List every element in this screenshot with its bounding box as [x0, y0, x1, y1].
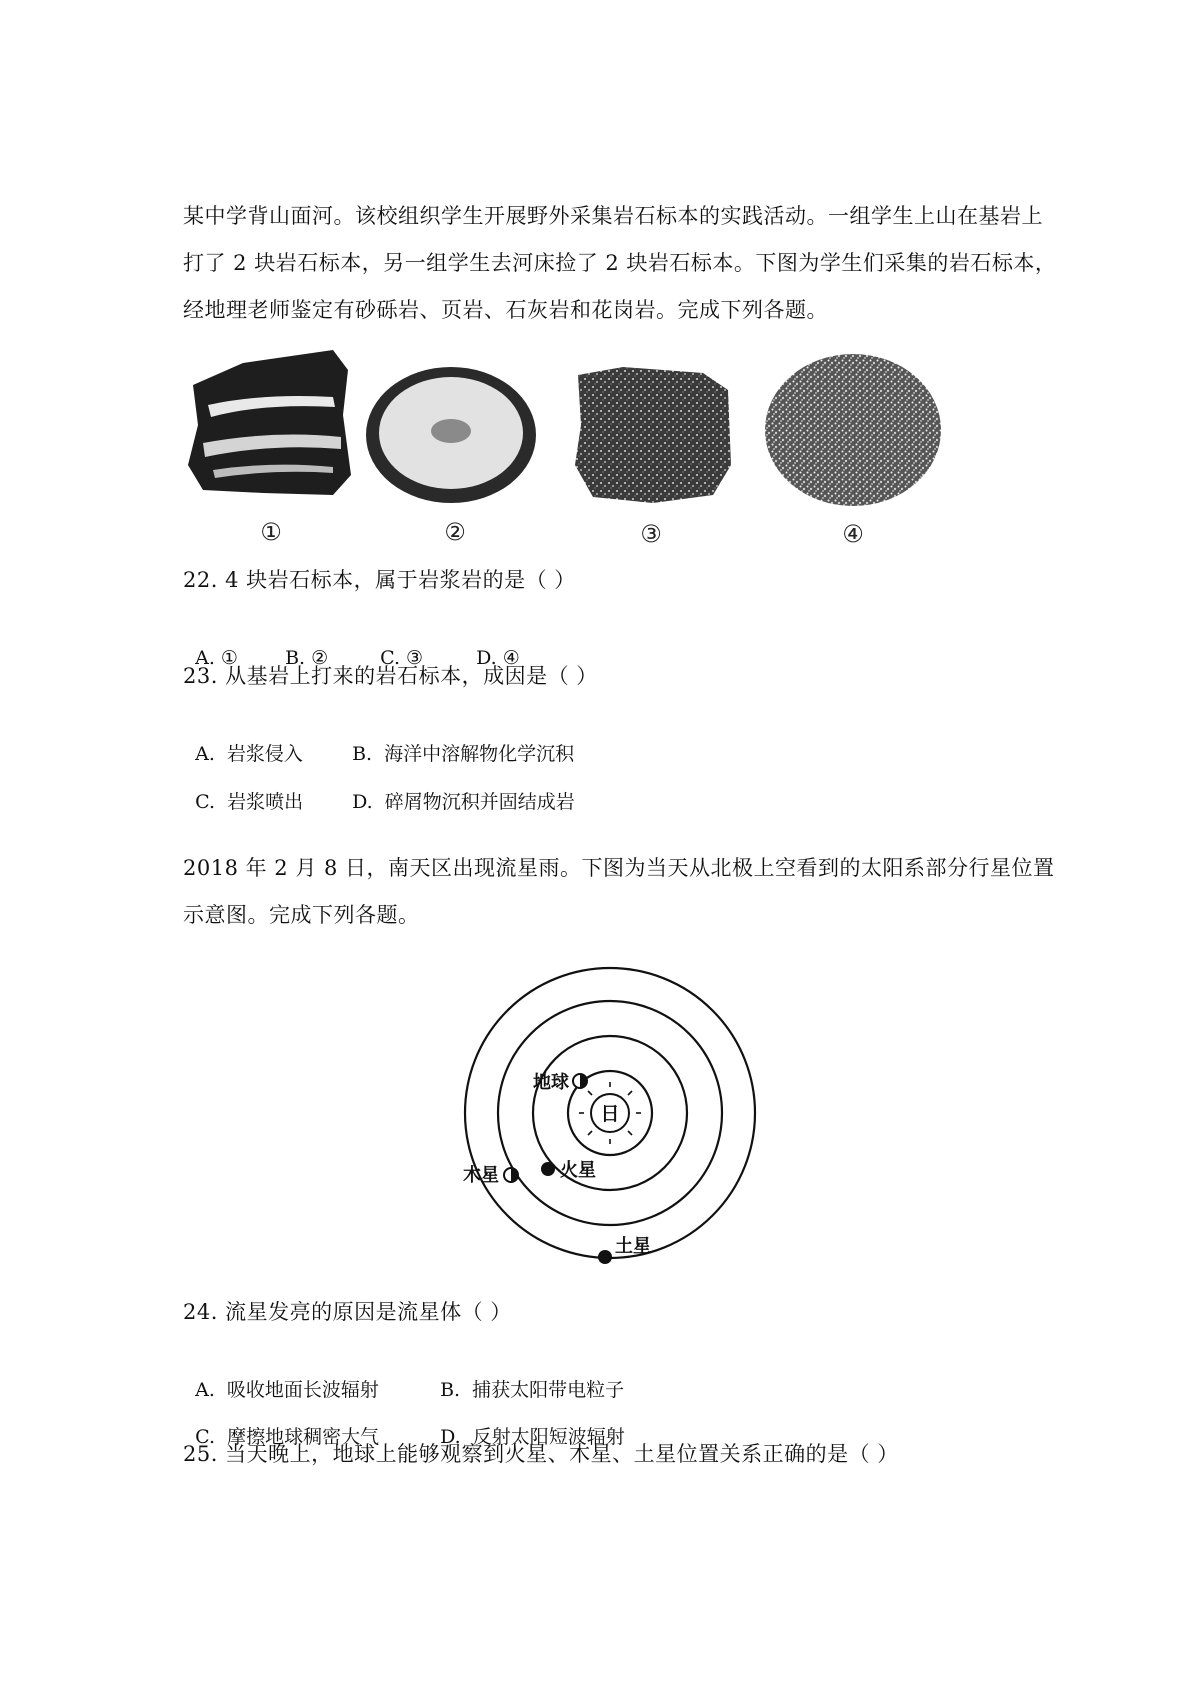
- rock-label-4: ④: [842, 520, 864, 548]
- saturn-label: 土星: [615, 1236, 651, 1257]
- sun-icon: [579, 1082, 641, 1144]
- mars-label: 火星: [560, 1160, 596, 1181]
- passage1-line-2: 打了 2 块岩石标本，另一组学生去河床捡了 2 块岩石标本。下图为学生们采集的岩石标本，: [183, 251, 1057, 275]
- rock-label-2: ②: [444, 518, 466, 546]
- rock-specimen-2: [366, 367, 536, 503]
- rock-specimen-4: [765, 354, 941, 506]
- rock-specimen-3: [575, 367, 731, 503]
- passage2-line-1: 2018 年 2 月 8 日，南天区出现流星雨。下图为当天从北极上空看到的太阳系部分行星位置: [183, 856, 1055, 880]
- solar-system-diagram: [435, 935, 765, 1275]
- q24-option-b: B. 捕获太阳带电粒子: [440, 1379, 625, 1401]
- q22-stem: 22. 4 块岩石标本，属于岩浆岩的是（ ）: [183, 568, 576, 592]
- saturn-marker: [598, 1250, 612, 1264]
- mars-marker: [541, 1162, 555, 1176]
- jupiter-label: 木星: [463, 1165, 499, 1186]
- q22-option-c: C. ③: [380, 647, 424, 669]
- q23-stem: 23. 从基岩上打来的岩石标本，成因是（ ）: [183, 664, 598, 688]
- rock-label-3: ③: [640, 520, 662, 548]
- q23-option-d: D. 碎屑物沉积并固结成岩: [352, 791, 575, 813]
- rock-specimen-1: [188, 350, 351, 495]
- q23-option-b: B. 海洋中溶解物化学沉积: [352, 743, 575, 765]
- q24-option-d: D. 反射太阳短波辐射: [440, 1426, 625, 1448]
- passage1-line-1: 某中学背山面河。该校组织学生开展野外采集岩石标本的实践活动。一组学生上山在基岩上: [183, 204, 1043, 228]
- sun-label: 日: [600, 1103, 620, 1125]
- q22-option-b: B. ②: [285, 647, 329, 669]
- q23-option-a: A. 岩浆侵入: [195, 743, 303, 765]
- q22-option-a: A. ①: [195, 647, 238, 669]
- passage1-line-3: 经地理老师鉴定有砂砾岩、页岩、石灰岩和花岗岩。完成下列各题。: [183, 298, 828, 322]
- earth-label: 地球: [533, 1072, 569, 1093]
- rock-label-1: ①: [260, 518, 282, 546]
- q23-option-c: C. 岩浆喷出: [195, 791, 304, 813]
- q24-option-c: C. 摩擦地球稠密大气: [195, 1426, 380, 1448]
- q24-option-a: A. 吸收地面长波辐射: [195, 1379, 379, 1401]
- passage2-line-2: 示意图。完成下列各题。: [183, 903, 420, 927]
- q22-option-d: D. ④: [476, 647, 520, 669]
- q23-options-row-2: [183, 757, 575, 817]
- q25-stem: 25. 当天晚上，地球上能够观察到火星、木星、土星位置关系正确的是（ ）: [183, 1442, 899, 1466]
- rock-specimens-figure: [183, 345, 1023, 550]
- q24-stem: 24. 流星发亮的原因是流星体（ ）: [183, 1300, 512, 1324]
